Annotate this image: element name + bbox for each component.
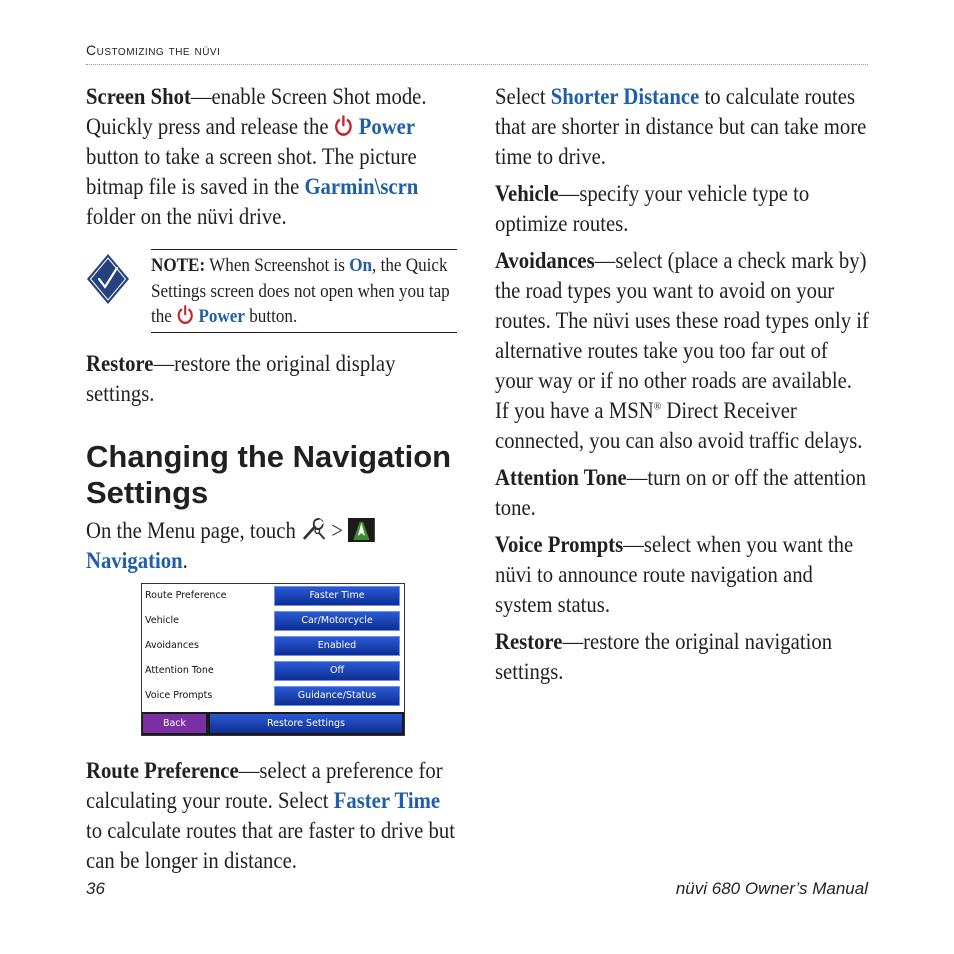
page-number: 36	[86, 879, 105, 898]
screenshot-row	[142, 684, 404, 709]
row-label: Attention Tone	[145, 665, 214, 676]
note-check-icon	[86, 253, 130, 305]
navigation-settings-icon	[348, 518, 375, 542]
voice-prompts-paragraph	[495, 530, 869, 620]
faster-time-link: Faster Time	[333, 788, 441, 813]
screen-shot-paragraph	[86, 82, 458, 232]
navigation-link: Navigation	[86, 548, 183, 573]
intro-gt: >	[326, 518, 349, 543]
row-value-button: Guidance/Status	[274, 686, 400, 706]
row-value-button: Enabled	[274, 636, 400, 656]
select-text-2: to calculate routes that are shorter in distance but can take more time to drive.	[495, 84, 867, 169]
voice-prompts-text: —select when you want the nüvi to announce route navigation and system status.	[495, 532, 854, 617]
row-label: Vehicle	[145, 615, 179, 626]
row-value-button: Car/Motorcycle	[274, 611, 400, 631]
vehicle-text: —specify your vehicle type to optimize routes.	[495, 181, 810, 236]
restore-text: —restore the original display settings.	[86, 351, 396, 406]
note-text	[151, 249, 457, 333]
screenshot-bottom-bar	[142, 712, 404, 735]
restore-settings-button: Restore Settings	[210, 714, 402, 733]
folder-path: Garmin\scrn	[304, 174, 419, 199]
attention-tone-text: —turn on or off the attention tone.	[495, 465, 867, 520]
on-value: On	[349, 255, 373, 276]
screenshot-row	[142, 659, 404, 684]
manual-title: nüvi 680 Owner’s Manual	[675, 879, 868, 898]
screen-shot-text-2: button to take a screen shot. The picture bitmap file is saved in the	[86, 144, 417, 199]
screenshot-row	[142, 584, 404, 609]
avoidances-text-2: Direct Receiver connected, you can also avoid traffic delays.	[495, 398, 863, 453]
row-label: Avoidances	[145, 640, 199, 651]
power-link: Power	[358, 114, 416, 139]
power-icon-small	[176, 305, 194, 325]
shorter-distance-paragraph	[495, 82, 869, 172]
shorter-distance-link: Shorter Distance	[550, 84, 700, 109]
power-icon	[334, 115, 354, 137]
route-preference-term: Route Preference	[86, 758, 239, 783]
running-header: Customizing the nüvi	[86, 42, 221, 58]
voice-prompts-term: Voice Prompts	[495, 532, 624, 557]
row-label: Voice Prompts	[145, 690, 213, 701]
attention-tone-term: Attention Tone	[495, 465, 627, 490]
intro-paragraph	[86, 516, 458, 576]
avoidances-paragraph	[495, 246, 869, 456]
note-label: NOTE:	[151, 255, 206, 276]
restore-term: Restore	[86, 351, 154, 376]
intro-text: On the Menu page, touch	[86, 518, 302, 543]
avoidances-text: —select (place a check mark by) the road types you want to avoid on your routes. The nüvi uses these road types only if alternative routes take you too far out of your way or if no other roads are available. If you have a MSN	[495, 248, 869, 423]
wrench-icon	[301, 518, 326, 542]
screen-shot-term: Screen Shot	[86, 84, 191, 109]
attention-tone-paragraph	[495, 463, 869, 523]
route-preference-paragraph	[86, 756, 458, 876]
registered-mark: ®	[653, 400, 662, 413]
section-heading: Changing the Navigation Settings	[86, 439, 452, 510]
note-box	[86, 249, 458, 335]
restore-nav-term: Restore	[495, 629, 563, 654]
back-button: Back	[143, 714, 206, 733]
screen-shot-text: —enable Screen Shot mode. Quickly press and release the	[86, 84, 427, 139]
restore-nav-text: —restore the original navigation settings.	[495, 629, 833, 684]
screenshot-row	[142, 634, 404, 659]
navigation-settings-screenshot	[141, 583, 405, 736]
restore-display-paragraph	[86, 349, 458, 409]
left-column	[86, 82, 458, 883]
note-text-1: When Screenshot is	[205, 255, 350, 276]
route-preference-text-2: to calculate routes that are faster to drive but can be longer in distance.	[86, 818, 455, 873]
intro-end: .	[182, 548, 188, 573]
screenshot-row	[142, 609, 404, 634]
row-label: Route Preference	[145, 590, 227, 601]
vehicle-term: Vehicle	[495, 181, 559, 206]
note-power-link: Power	[198, 306, 245, 327]
select-text: Select	[495, 84, 551, 109]
row-value-button: Off	[274, 661, 400, 681]
restore-navigation-paragraph	[495, 627, 869, 687]
note-text-2: , the Quick Settings screen does not open when you tap the	[151, 255, 450, 327]
route-preference-text: —select a preference for calculating your route. Select	[86, 758, 443, 813]
screen-shot-text-3: folder on the nüvi drive.	[86, 204, 287, 229]
header-rule	[86, 64, 868, 65]
note-text-3: button.	[244, 306, 298, 327]
row-value-button: Faster Time	[274, 586, 400, 606]
avoidances-term: Avoidances	[495, 248, 595, 273]
vehicle-paragraph	[495, 179, 869, 239]
right-column	[495, 82, 870, 694]
